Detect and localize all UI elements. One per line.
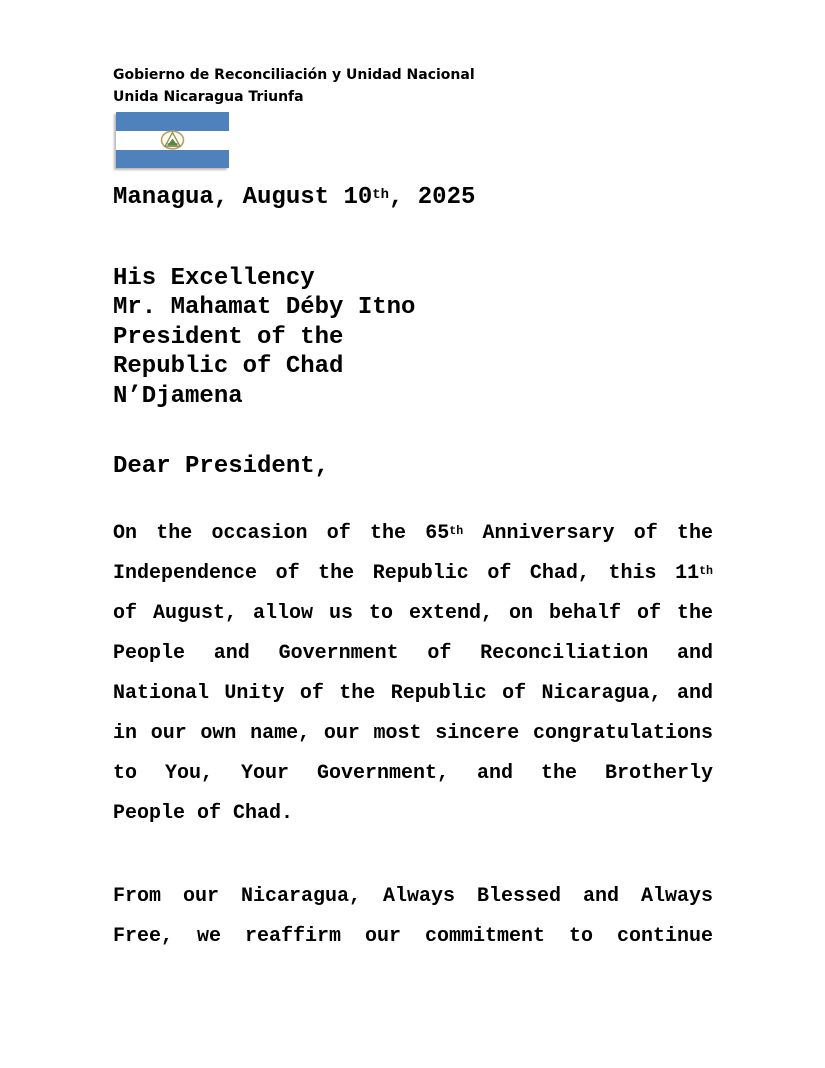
letterhead-line2: Unida Nicaragua Triunfa bbox=[113, 89, 304, 105]
superscript: th bbox=[372, 186, 389, 203]
body-line: Independence of the Republic of Chad, this 11th bbox=[113, 562, 713, 585]
body-line: National Unity of the Republic of Nicaragua, and bbox=[113, 682, 713, 705]
body-paragraph bbox=[113, 877, 713, 957]
body-line: in our own name, our most sincere congratulations bbox=[113, 722, 713, 745]
nicaragua-flag-graphic bbox=[116, 112, 229, 168]
recipient-line-title-2: Republic of Chad bbox=[113, 353, 344, 381]
superscript: th bbox=[699, 564, 713, 578]
recipient-line-title-1: President of the bbox=[113, 323, 344, 351]
recipient-line-city: N’Djamena bbox=[113, 382, 243, 410]
flag-stripe-bottom bbox=[116, 150, 229, 168]
recipient-line-honorific: His Excellency bbox=[113, 265, 315, 292]
date-line: Managua, August 10th, 2025 bbox=[113, 184, 476, 211]
body-line: Free, we reaffirm our commitment to continue bbox=[113, 925, 713, 948]
body-paragraph bbox=[113, 514, 713, 834]
nicaragua-flag bbox=[116, 112, 229, 168]
recipient-line-name: Mr. Mahamat Déby Itno bbox=[113, 294, 416, 322]
superscript: th bbox=[449, 524, 464, 538]
body-line: to You, Your Government, and the Brotherly bbox=[113, 762, 713, 785]
recipient-block bbox=[113, 264, 713, 411]
body-line: of August, allow us to extend, on behalf of the bbox=[113, 602, 713, 625]
body-line: From our Nicaragua, Always Blessed and Always bbox=[113, 885, 713, 908]
salutation: Dear President, bbox=[113, 453, 330, 480]
flag-stripe-top bbox=[116, 112, 229, 131]
nicaragua-coat-of-arms-icon bbox=[162, 131, 184, 149]
letter-body bbox=[113, 514, 713, 957]
letterhead-line1: Gobierno de Reconciliación y Unidad Nacional bbox=[113, 67, 475, 83]
letterhead bbox=[113, 64, 713, 108]
body-line: On the occasion of the 65th Anniversary of the bbox=[113, 522, 713, 545]
body-line: People of Chad. bbox=[113, 802, 294, 825]
body-line: People and Government of Reconciliation and bbox=[113, 642, 713, 665]
